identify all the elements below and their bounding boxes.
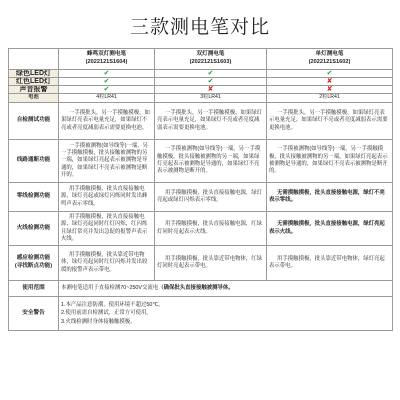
row-label: 感应检测功能 (寻找断点功能)	[9, 246, 59, 281]
description-cell: 用手摸触摸极，批头直接接触电源，绿灯亮起或绿灯闪烁同时发出蜂鸣声表示零线。	[59, 183, 155, 212]
row-label: 红色LED灯	[9, 78, 59, 86]
description-cell: 一手摸批头，另一手摸触摸极，如果绿灯亮表示电量充足，如果绿灯不亮或者亮度减弱表示需要更换电池。	[267, 103, 393, 140]
row-label: 安全警告	[9, 297, 59, 331]
usage-range-text	[59, 281, 393, 297]
row-label: 声音报警	[9, 86, 59, 94]
battery-value: 2粒LR41	[267, 94, 393, 103]
usage-range-plain: 本测电笔适用于直接检测70~250V交流电	[61, 284, 159, 291]
check-icon: ✔	[155, 78, 267, 86]
row-label: 火线检测功能	[9, 212, 59, 246]
check-icon: ✔	[59, 70, 155, 78]
row-label: 自检测试功能	[9, 103, 59, 140]
product-code: (2022121S1604)	[85, 59, 128, 65]
live-test-row	[9, 212, 393, 246]
row-label: 线路通断功能	[9, 140, 59, 183]
description-cell: 一手摸批头，另一手摸触摸极，如果绿灯亮表示电量充足，如果绿灯不亮或者亮度减弱表示需要更换电池。	[155, 103, 267, 140]
page-title: 三款测电笔对比	[129, 17, 270, 38]
check-icon: ✔	[267, 70, 393, 78]
check-icon: ✔	[155, 70, 267, 78]
product-name: 单灯测电笔	[315, 51, 344, 58]
battery-value: 3粒LR41	[155, 94, 267, 103]
usage-range-row	[9, 281, 393, 297]
description-cell: 用手摸触摸极，批头直接接触电源，红绿灯同时亮起表示火线。	[155, 212, 267, 246]
safety-item: 2.使用前需自检测试，正常方可使用。	[61, 310, 152, 317]
description-cell: 一手摸被测物(如导线等)一端，另一手摸触摸极，批头接触被测物的另一端，如果绿灯亮起表示被测物是导通的，如果绿灯不亮表示被测物是断开的。	[155, 140, 267, 183]
safety-row	[9, 297, 393, 331]
safety-item: 3.火线检测时身体接触触摸极。	[61, 318, 136, 325]
line-test-row	[9, 140, 393, 183]
description-cell: 用手摸触摸极，批头靠近带电物体，绿灯亮起表示带电。	[267, 246, 393, 281]
description-cell: 一手摸批头，另一手摸触摸极，如果绿灯亮表示电量充足，如果绿灯不亮或者亮度减弱表示需要更换电池。	[59, 103, 155, 140]
header-row	[9, 49, 393, 70]
battery-row	[9, 94, 393, 103]
check-icon: ✔	[59, 78, 155, 86]
description-cell: 用手摸触摸极，批头靠近带电物体，绿灯亮起同时红灯闪烁并发出较缓的报警声表示带电。	[59, 246, 155, 281]
description-cell: 用手摸触摸极，批头直接接触电源，绿灯亮起同时红灯闪烁，红闪烁且绿灯常亮并发出急促的报警声表示火线。	[59, 212, 155, 246]
safety-list	[59, 297, 393, 331]
header-corner	[9, 49, 59, 70]
neutral-test-row	[9, 183, 393, 212]
self-test-row	[9, 103, 393, 140]
battery-value: 4粒LR41	[59, 94, 155, 103]
row-label: 使用范围	[9, 281, 59, 297]
product-code: (2022121S1603)	[189, 59, 232, 65]
comparison-table	[8, 48, 393, 331]
product-header-1	[59, 49, 155, 70]
induction-test-row	[9, 246, 393, 281]
description-cell: 无需摸触摸极，批头直接接触电源，绿灯亮起表示火线。	[267, 212, 393, 246]
usage-range-bold: （确保批头直接接触被测导体。	[158, 284, 234, 291]
product-code: (2022121S1602)	[308, 59, 351, 65]
description-cell: 一手摸被测物(如导线等)一端，另一手摸触摸极，批头接触被测物的另一端，如果绿灯亮起表示被测物是导通的，如果绿灯不亮表示被测物是断开的。	[267, 140, 393, 183]
row-label: 绿色LED灯	[9, 70, 59, 78]
description-cell: 用手摸触摸极，批头靠近带电物体，红绿灯同时亮起表示带电。	[155, 246, 267, 281]
feature-row-green-led	[9, 70, 393, 78]
description-cell: 用手摸触摸极，批头直接接触电源，绿灯亮起或绿灯闪烁表示零线。	[155, 183, 267, 212]
cross-icon: ✘	[155, 86, 267, 94]
feature-row-red-led	[9, 78, 393, 86]
cross-icon: ✘	[267, 86, 393, 94]
safety-item: 1.本产品注意防潮，使用环境不超过50℃。	[61, 302, 164, 309]
cross-icon: ✘	[267, 78, 393, 86]
check-icon: ✔	[59, 86, 155, 94]
product-name: 蜂鸣双灯测电笔	[86, 51, 127, 58]
description-cell: 一手摸被测物(如导线等)一端，另一手摸触摸极，批头接触被测物的另一端，如果绿灯亮起表示被测物是导通的，如果绿灯不亮表示被测物是断开的。	[59, 140, 155, 183]
description-cell: 无需摸触摸极，批头直接接触电源，绿灯不亮表示零线。	[267, 183, 393, 212]
product-header-3	[267, 49, 393, 70]
product-name: 双灯测电笔	[196, 51, 225, 58]
feature-row-sound-alarm	[9, 86, 393, 94]
row-label: 电池	[9, 94, 59, 103]
product-header-2	[155, 49, 267, 70]
row-label: 零线检测功能	[9, 183, 59, 212]
